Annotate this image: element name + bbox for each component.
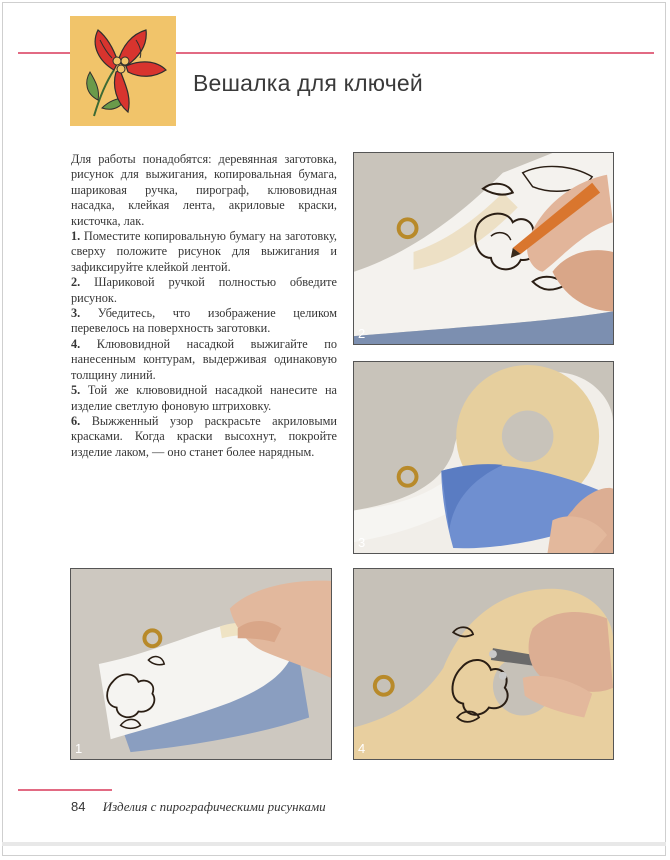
photo-number: 3 [358, 535, 366, 550]
step-1 [71, 229, 337, 275]
step-text: Выжженный узор раскрасьте акриловыми красками. Когда краски высохнут, покройте изделие лаком, — оно станет более нарядным. [71, 413, 337, 459]
step-2 [71, 275, 337, 306]
step-text: Той же клювовидной насадкой нанесите на изделие светлую фоновую штриховку. [71, 383, 337, 413]
step-6 [71, 414, 337, 460]
step-5 [71, 383, 337, 414]
step-text: Шариковой ручкой полностью обведите рисунок. [71, 275, 337, 305]
taping-photo-image [71, 569, 331, 759]
transfer-photo-image [354, 362, 613, 553]
step-4 [71, 337, 337, 383]
step-number: 6. [71, 413, 81, 428]
tracing-photo-image [354, 153, 613, 344]
bottom-edge [2, 842, 666, 846]
step-number: 3. [71, 306, 81, 321]
materials-paragraph: Для работы понадобятся: деревянная заготовка, рисунок для выжигания, копировальная бумага, шариковая ручка, пирограф, клювовидная насадка, клейкая лента, акриловые краски, кисточка, лак. [71, 152, 337, 228]
step-number: 5. [71, 383, 81, 398]
photo-number: 2 [358, 326, 366, 341]
running-title: Изделия с пирографическими рисунками [102, 799, 326, 814]
step-text: Поместите копировальную бумагу на заготовку, сверху положите рисунок для выжигания и зафиксируйте клейкой лентой. [71, 229, 337, 274]
photo-step-4 [353, 568, 614, 760]
step-text: Убедитесь, что изображение целиком перевелось на поверхность заготовки. [71, 306, 337, 336]
page-footer [71, 799, 326, 815]
page-number: 84 [71, 799, 86, 814]
footer-rule [18, 789, 112, 791]
instructions-text [71, 152, 337, 460]
photo-step-1 [70, 568, 332, 760]
flower-ornament-tile [70, 16, 176, 126]
step-3 [71, 306, 337, 337]
flower-ornament-icon [70, 16, 176, 126]
step-number: 2. [71, 275, 81, 290]
step-number: 4. [71, 336, 81, 351]
step-number: 1. [71, 229, 81, 244]
photo-number: 1 [75, 741, 83, 756]
step-text: Клювовидной насадкой выжигайте по нанесенным контурам, выдерживая одинаковую толщину линий. [71, 336, 337, 382]
page-title: Вешалка для ключей [193, 70, 423, 96]
photo-step-3 [353, 361, 614, 554]
photo-number: 4 [358, 741, 366, 756]
burning-photo-image [354, 569, 613, 759]
photo-step-2 [353, 152, 614, 345]
